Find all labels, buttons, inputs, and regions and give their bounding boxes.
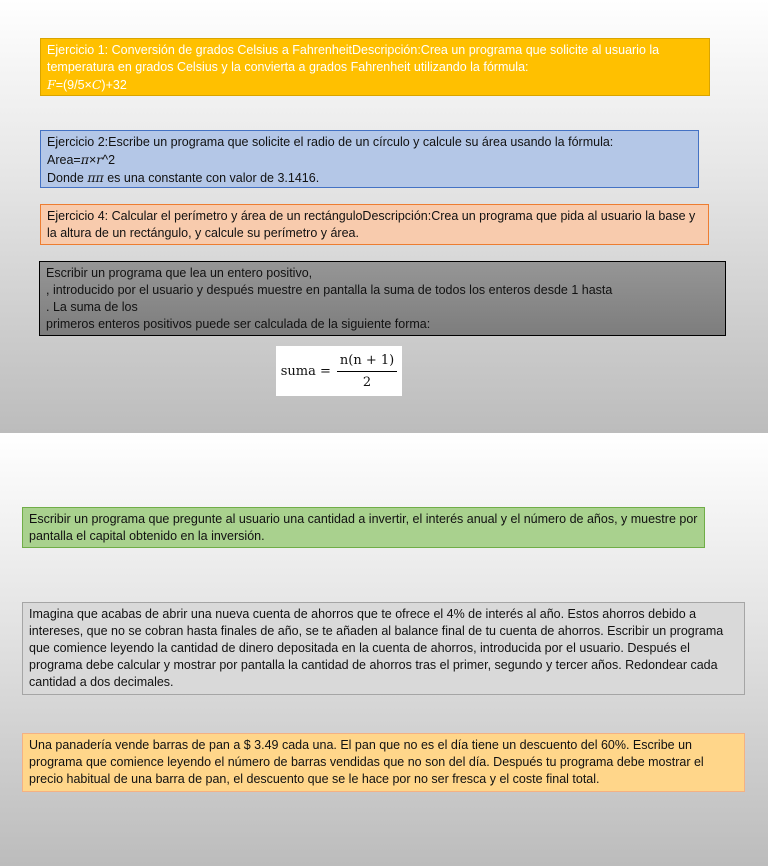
savings-task-box	[22, 602, 745, 695]
exercise-4-box	[40, 204, 709, 245]
bakery-task-text: Una panadería vende barras de pan a $ 3.49 cada una. El pan que no es el día tiene un descuento del 60%. Escribe un programa que comience leyendo el número de barras vendidas que no son del día. Después tu programa debe mostrar el precio habitual de una barra de pan, el descuento que se le hace por no ser fresca y el coste final total.	[29, 738, 704, 786]
exercise-2-line-3: Donde ππ es una constante con valor de 3.1416.	[47, 170, 320, 185]
exercise-1-formula: F=(9/5×C)+32	[47, 77, 127, 92]
sum-formula-lhs: suma =	[280, 363, 331, 379]
slide-2	[0, 433, 768, 866]
exercise-1-box	[40, 38, 710, 96]
sum-task-text: Escribir un programa que lea un entero positivo, , introducido por el usuario y después muestre en pantalla la suma de todos los enteros desde 1 hasta . La suma de los primeros enteros positivos puede ser calculada de la siguiente forma:	[46, 266, 613, 331]
sum-formula-image	[276, 346, 402, 396]
exercise-1-text: Ejercicio 1: Conversión de grados Celsius a FahrenheitDescripción:Crea un programa que solicite al usuario la temperatura en grados Celsius y la convierta a grados Fahrenheit utilizando la fórmula:	[47, 43, 660, 74]
savings-task-text: Imagina que acabas de abrir una nueva cuenta de ahorros que te ofrece el 4% de interés al año. Estos ahorros debido a intereses, que no se cobran hasta finales de año, se te añaden al balance final de tu cuenta de ahorros. Escribir un programa que comience leyendo la cantidad de dinero depositada en la cuenta de ahorros, introducida por el usuario. Después el programa debe calcular y mostrar por pantalla la cantidad de ahorros tras el primer, segundo y tercer años. Redondear cada cantidad a dos decimales.	[29, 607, 724, 689]
sum-formula-fraction	[337, 352, 397, 391]
exercise-2-line-2: Area=π×r^2	[47, 152, 116, 167]
exercise-2-box	[40, 130, 699, 188]
investment-task-text: Escribir un programa que pregunte al usuario una cantidad a invertir, el interés anual y el número de años, y muestre por pantalla el capital obtenido en la inversión.	[29, 512, 698, 543]
exercise-2-line-1: Ejercicio 2:Escribe un programa que solicite el radio de un círculo y calcule su área usando la fórmula:	[47, 135, 614, 149]
bakery-task-box	[22, 733, 745, 792]
exercise-4-text: Ejercicio 4: Calcular el perímetro y área de un rectánguloDescripción:Crea un programa que pida al usuario la base y la altura de un rectángulo, y calcule su perímetro y área.	[47, 209, 696, 240]
sum-formula-numerator: n(n + 1)	[337, 352, 397, 372]
sum-formula-denominator: 2	[362, 374, 372, 390]
investment-task-box	[22, 507, 705, 548]
sum-task-box	[39, 261, 726, 336]
